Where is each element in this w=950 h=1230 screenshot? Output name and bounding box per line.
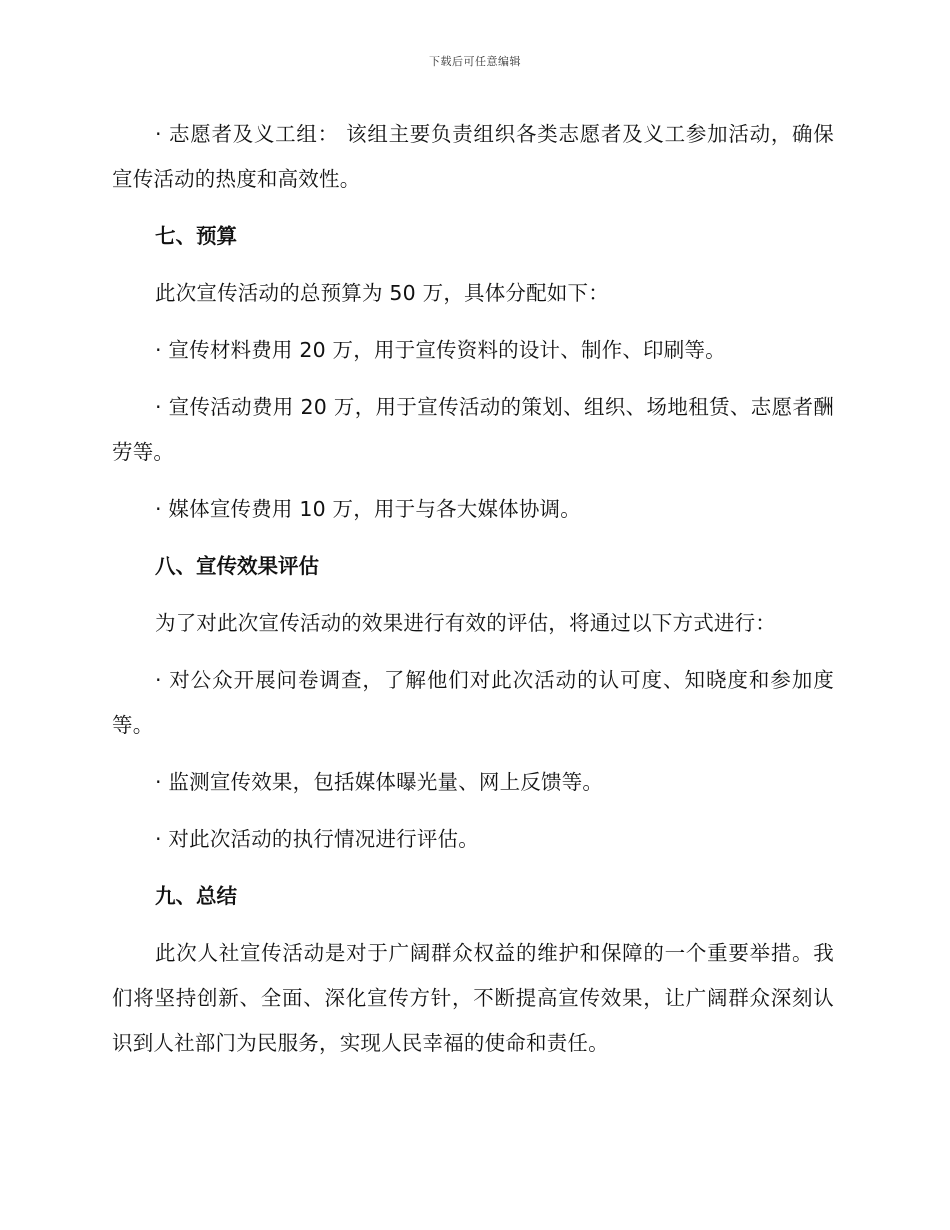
page-header-note: 下载后可任意编辑: [429, 55, 521, 68]
paragraph-evaluation-intro: 为了对此次宣传活动的效果进行有效的评估，将通过以下方式进行：: [155, 611, 776, 635]
document-body: [112, 112, 834, 1078]
paragraph-volunteer-group: · 志愿者及义工组： 该组主要负责组织各类志愿者及义工参加活动，确保宣传活动的热度和高效性。: [112, 122, 834, 191]
list-item-monitoring: · 监测宣传效果，包括媒体曝光量、网上反馈等。: [155, 770, 604, 794]
list-item-media-cost: · 媒体宣传费用 10 万，用于与各大媒体协调。: [155, 497, 581, 521]
section-heading-summary: 九、总结: [155, 884, 237, 908]
list-item-materials-cost: · 宣传材料费用 20 万，用于宣传资料的设计、制作、印刷等。: [155, 338, 726, 362]
list-item-survey: · 对公众开展问卷调查，了解他们对此次活动的认可度、知晓度和参加度等。: [112, 668, 834, 737]
paragraph-summary: 此次人社宣传活动是对于广阔群众权益的维护和保障的一个重要举措。我们将坚持创新、全面、深化宣传方针，不断提高宣传效果，让广阔群众深刻认识到人社部门为民服务，实现人民幸福的使命和责任。: [112, 941, 834, 1055]
section-heading-evaluation: 八、宣传效果评估: [155, 554, 319, 578]
section-heading-budget: 七、预算: [155, 224, 237, 248]
list-item-execution-review: · 对此次活动的执行情况进行评估。: [155, 827, 479, 851]
list-item-activity-cost: · 宣传活动费用 20 万，用于宣传活动的策划、组织、场地租赁、志愿者酬劳等。: [112, 395, 834, 464]
paragraph-budget-intro: 此次宣传活动的总预算为 50 万，具体分配如下：: [155, 281, 609, 305]
